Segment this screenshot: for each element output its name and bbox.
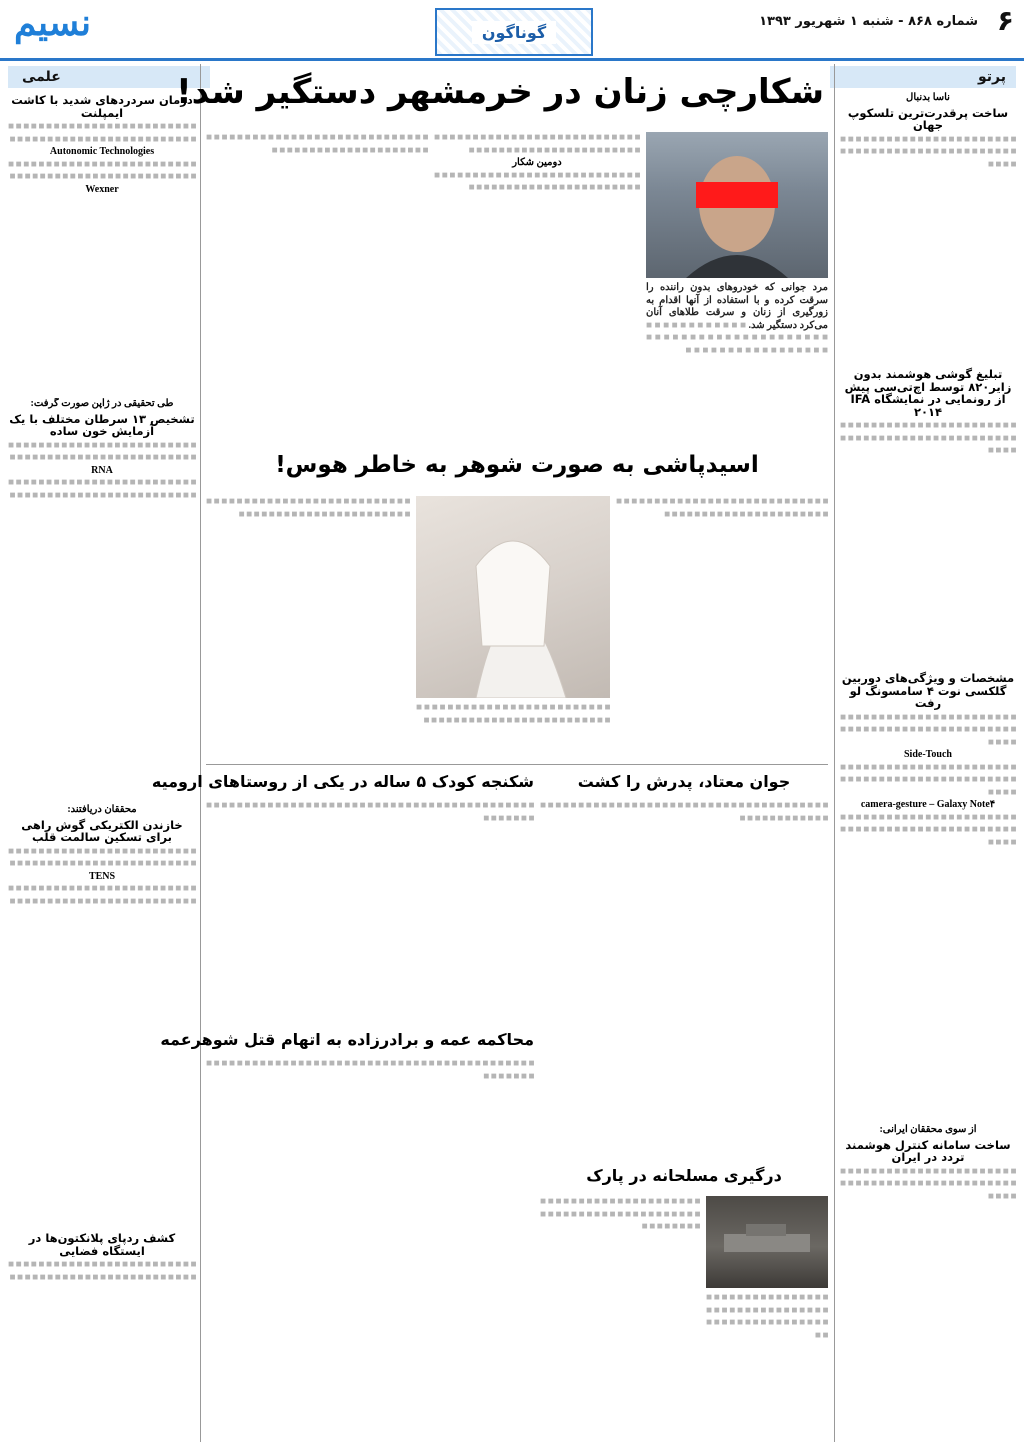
right-col-block3 [840, 670, 1016, 1120]
right-article1-title: ساخت پرقدرت‌ترین تلسکوپ جهان [847, 105, 1009, 132]
right-col-block4 [840, 1124, 1016, 1442]
right-article4-title: ساخت سامانه کنترل هوشمند تردد در ایران [845, 1137, 1011, 1164]
trial-headline: محاکمه عمه و برادرزاده به اتهام قتل شوهرعمه [160, 1030, 534, 1049]
filler-text: ■ ■ ■ ■ ■ ■ ■ ■ ■ ■ ■ ■ ■ ■ ■ ■ ■ ■ ■ ■ ■ ■ ■ ■ ■ ■ ■ ■ ■ ■ ■ ■ ■ ■ ■ ■ ■ ■ ■ ■ ■ ■ ■ ■ ■ ■ ■ ■ ■ ■ [540, 800, 828, 824]
filler-text: ■ ■ ■ ■ ■ ■ ■ ■ ■ ■ ■ ■ ■ ■ ■ ■ ■ ■ ■ ■ ■ ■ ■ ■ ■ ■ ■ ■ ■ ■ ■ ■ ■ ■ ■ ■ ■ ■ ■ ■ ■ ■ ■ ■ ■ ■ ■ ■ ■ ■ [840, 133, 1016, 170]
filler-text: ■ ■ ■ ■ ■ ■ ■ ■ ■ ■ ■ ■ ■ ■ ■ ■ ■ ■ ■ ■ ■ ■ ■ ■ ■ ■ ■ ■ ■ ■ ■ ■ ■ ■ ■ ■ ■ ■ ■ ■ ■ ■ ■ ■ ■ ■ ■ ■ ■ ■ [416, 702, 610, 726]
acid-story-col2 [416, 702, 610, 758]
left-article1-term2: Wexner [85, 183, 119, 195]
filler-text: ■ ■ ■ ■ ■ ■ ■ ■ ■ ■ ■ ■ ■ ■ ■ ■ ■ ■ ■ ■ ■ ■ ■ ■ ■ ■ ■ ■ ■ ■ ■ ■ ■ ■ ■ ■ ■ ■ ■ ■ ■ ■ ■ ■ ■ ■ ■ ■ ■ ■ [8, 845, 196, 869]
suspect-photo-graphic [646, 132, 828, 278]
filler-text: ■ ■ ■ ■ ■ ■ ■ ■ ■ ■ ■ ■ ■ ■ ■ ■ ■ ■ ■ ■ ■ ■ ■ ■ ■ ■ ■ ■ ■ ■ ■ ■ ■ ■ ■ ■ ■ ■ ■ ■ ■ ■ ■ ■ ■ ■ ■ ■ ■ ■ [646, 319, 828, 356]
filler-text: ■ ■ ■ ■ ■ ■ ■ ■ ■ ■ ■ ■ ■ ■ ■ ■ ■ ■ ■ ■ ■ ■ ■ ■ ■ ■ ■ ■ ■ ■ ■ ■ ■ ■ ■ ■ ■ ■ ■ ■ ■ ■ ■ ■ ■ ■ ■ ■ ■ ■ [616, 496, 828, 520]
suspect-photo [646, 132, 828, 278]
main-headline: شکارچی زنان در خرمشهر دستگیر شد! [176, 72, 824, 112]
acid-story-col3 [206, 496, 410, 758]
filler-text: ■ ■ ■ ■ ■ ■ ■ ■ ■ ■ ■ ■ ■ ■ ■ ■ ■ ■ ■ ■ ■ ■ ■ ■ ■ ■ ■ ■ ■ ■ ■ ■ ■ ■ ■ ■ ■ ■ ■ ■ ■ ■ ■ ■ ■ ■ ■ ■ ■ ■ [8, 439, 196, 463]
right-article3-terms: camera-gesture – Galaxy Note۴ [860, 799, 996, 810]
left-col-block3 [8, 804, 196, 1224]
divider-mid [206, 764, 828, 765]
right-col-block1 [840, 92, 1016, 362]
main-intro-text: مرد جوانی که خودروهای بدون راننده را سرقت کرده و با استفاده از آنها اقدام به زورگیری از زنان و سرقت طلاهای آنان می‌کرد دستگیر شد. [646, 282, 828, 331]
left-column-title-text: علمی [22, 69, 61, 85]
left-article1-title: درمان سردردهای شدید با کاشت ایمپلنت [11, 93, 193, 120]
filler-text: ■ ■ ■ ■ ■ ■ ■ ■ ■ ■ ■ ■ ■ ■ ■ ■ ■ ■ ■ ■ ■ ■ ■ ■ ■ ■ ■ ■ ■ ■ ■ ■ ■ ■ ■ ■ ■ ■ ■ ■ ■ ■ ■ ■ ■ ■ ■ ■ ■ ■ [206, 1058, 534, 1082]
acid-headline: اسیدپاشی به صورت شوهر به خاطر هوس! [275, 452, 759, 478]
filler-text: ■ ■ ■ ■ ■ ■ ■ ■ ■ ■ ■ ■ ■ ■ ■ ■ ■ ■ ■ ■ ■ ■ ■ ■ ■ ■ ■ ■ ■ ■ ■ ■ ■ ■ ■ ■ ■ ■ ■ ■ ■ ■ ■ ■ ■ ■ ■ ■ ■ ■ [8, 158, 196, 182]
left-col-block1 [8, 92, 196, 392]
left-article1-term1: Autonomic Technologies [49, 146, 155, 157]
page-number: ۶ [996, 4, 1014, 37]
child-headline: شکنجه کودک ۵ ساله در یکی از روستاهای ارومیه [151, 772, 534, 791]
left-article3-term: TENS [88, 870, 116, 882]
left-article3-title: خازندن الکتریکی گوش راهی برای تسکین سالمت قلب [21, 817, 183, 844]
filler-text: ■ ■ ■ ■ ■ ■ ■ ■ ■ ■ ■ ■ ■ ■ ■ ■ ■ ■ ■ ■ ■ ■ ■ ■ ■ ■ ■ ■ ■ ■ ■ ■ ■ ■ ■ ■ ■ ■ ■ ■ ■ ■ ■ ■ ■ ■ ■ ■ ■ ■ [840, 1165, 1016, 1202]
main-intro [646, 282, 828, 446]
right-article2-title: تبلیغ گوشی هوشمند بدون زایر۸۲۰ توسط اچ‌تی‌سی پیش از رونمایی در نمایشگاه IFA ۲۰۱۴ [844, 367, 1012, 419]
right-col-block2 [840, 366, 1016, 666]
right-article1-kicker: ناسا بدنبال [906, 92, 950, 103]
filler-text: ■ ■ ■ ■ ■ ■ ■ ■ ■ ■ ■ ■ ■ ■ ■ ■ ■ ■ ■ ■ ■ ■ ■ ■ ■ ■ ■ ■ ■ ■ ■ ■ ■ ■ ■ ■ ■ ■ ■ ■ ■ ■ ■ ■ ■ ■ ■ ■ ■ ■ [8, 883, 196, 907]
filler-text: ■ ■ ■ ■ ■ ■ ■ ■ ■ ■ ■ ■ ■ ■ ■ ■ ■ ■ ■ ■ ■ ■ ■ ■ ■ ■ ■ ■ ■ ■ ■ ■ ■ ■ ■ ■ ■ ■ ■ ■ ■ ■ ■ ■ ■ ■ ■ ■ ■ ■ [840, 711, 1016, 748]
right-article4-kicker: از سوی محققان ایرانی: [879, 1124, 977, 1135]
filler-text: ■ ■ ■ ■ ■ ■ ■ ■ ■ ■ ■ ■ ■ ■ ■ ■ ■ ■ ■ ■ ■ ■ ■ ■ ■ ■ ■ ■ ■ ■ ■ ■ ■ ■ ■ ■ ■ ■ ■ ■ ■ ■ ■ ■ ■ ■ ■ ■ ■ ■ [540, 1196, 700, 1232]
left-article2-title: تشخیص ۱۳ سرطان مختلف با یک آزمایش خون ساده [9, 411, 195, 438]
park-story-col1 [706, 1292, 828, 1442]
section-title: گوناگون [472, 21, 556, 44]
acid-photo [416, 496, 610, 698]
left-article2-term: RNA [91, 464, 113, 476]
right-column-title [830, 66, 1016, 88]
filler-text: ■ ■ ■ ■ ■ ■ ■ ■ ■ ■ ■ ■ ■ ■ ■ ■ ■ ■ ■ ■ ■ ■ ■ ■ ■ ■ ■ ■ ■ ■ ■ ■ ■ ■ ■ ■ ■ ■ ■ ■ ■ ■ ■ ■ ■ ■ ■ ■ ■ ■ [8, 121, 196, 145]
masthead [0, 0, 1024, 61]
park-story-col2 [540, 1196, 700, 1442]
filler-text: ■ ■ ■ ■ ■ ■ ■ ■ ■ ■ ■ ■ ■ ■ ■ ■ ■ ■ ■ ■ ■ ■ ■ ■ ■ ■ ■ ■ ■ ■ ■ ■ ■ ■ ■ ■ ■ ■ ■ ■ ■ ■ ■ ■ ■ ■ ■ ■ ■ ■ [706, 1292, 828, 1341]
filler-text: ■ ■ ■ ■ ■ ■ ■ ■ ■ ■ ■ ■ ■ ■ ■ ■ ■ ■ ■ ■ ■ ■ ■ ■ ■ ■ ■ ■ ■ ■ ■ ■ ■ ■ ■ ■ ■ ■ ■ ■ ■ ■ ■ ■ ■ ■ ■ ■ ■ ■ [434, 169, 640, 193]
filler-text: ■ ■ ■ ■ ■ ■ ■ ■ ■ ■ ■ ■ ■ ■ ■ ■ ■ ■ ■ ■ ■ ■ ■ ■ ■ ■ ■ ■ ■ ■ ■ ■ ■ ■ ■ ■ ■ ■ ■ ■ ■ ■ ■ ■ ■ ■ ■ ■ ■ ■ [206, 800, 534, 824]
right-article3-term3: Galaxy Note۴ [936, 799, 996, 810]
filler-text: ■ ■ ■ ■ ■ ■ ■ ■ ■ ■ ■ ■ ■ ■ ■ ■ ■ ■ ■ ■ ■ ■ ■ ■ ■ ■ ■ ■ ■ ■ ■ ■ ■ ■ ■ ■ ■ ■ ■ ■ ■ ■ ■ ■ ■ ■ ■ ■ ■ ■ [434, 132, 640, 156]
filler-text: ■ ■ ■ ■ ■ ■ ■ ■ ■ ■ ■ ■ ■ ■ ■ ■ ■ ■ ■ ■ ■ ■ ■ ■ ■ ■ ■ ■ ■ ■ ■ ■ ■ ■ ■ ■ ■ ■ ■ ■ ■ ■ ■ ■ ■ ■ ■ ■ ■ ■ [8, 477, 196, 501]
filler-text: ■ ■ ■ ■ ■ ■ ■ ■ ■ ■ ■ ■ ■ ■ ■ ■ ■ ■ ■ ■ ■ ■ ■ ■ ■ ■ ■ ■ ■ ■ ■ ■ ■ ■ ■ ■ ■ ■ ■ ■ ■ ■ ■ ■ ■ ■ ■ ■ ■ ■ [840, 420, 1016, 456]
park-photo [706, 1196, 828, 1288]
logo: نسیم [14, 2, 91, 44]
park-headline: درگیری مسلحانه در پارک [586, 1166, 782, 1185]
main-story-col3 [206, 132, 428, 446]
section-banner [435, 8, 593, 56]
filler-text: ■ ■ ■ ■ ■ ■ ■ ■ ■ ■ ■ ■ ■ ■ ■ ■ ■ ■ ■ ■ ■ ■ ■ ■ ■ ■ ■ ■ ■ ■ ■ ■ ■ ■ ■ ■ ■ ■ ■ ■ ■ ■ ■ ■ ■ ■ ■ ■ ■ ■ [840, 811, 1016, 848]
right-article3-term1: Side-Touch [904, 749, 952, 760]
park-photo-graphic [706, 1196, 828, 1288]
left-col-block2 [8, 398, 196, 798]
acid-story-col1 [616, 496, 828, 758]
filler-text: ■ ■ ■ ■ ■ ■ ■ ■ ■ ■ ■ ■ ■ ■ ■ ■ ■ ■ ■ ■ ■ ■ ■ ■ ■ ■ ■ ■ ■ ■ ■ ■ ■ ■ ■ ■ ■ ■ ■ ■ ■ ■ ■ ■ ■ ■ ■ ■ ■ ■ [8, 1259, 196, 1283]
right-article3-title: مشخصات و ویژگی‌های دوربین گلکسی نوت ۴ سامسونگ لو رفت [841, 671, 1015, 710]
right-article3-term2: camera-gesture [860, 799, 927, 810]
issue-line: شماره ۸۶۸ - شنبه ۱ شهریور ۱۳۹۳ [759, 14, 978, 29]
divider-right [834, 64, 835, 1442]
left-article4-title: کشف ردپای پلانکتون‌ها در ایستگاه فضایی [28, 1231, 176, 1258]
left-article3-kicker: محققان دریافتند: [67, 804, 137, 815]
main-story-col2 [434, 132, 640, 446]
trial-story [206, 1058, 534, 1442]
addict-headline: جوان معتاد، پدرش را کشت [577, 772, 791, 791]
divider-left [200, 64, 201, 1442]
addict-story [540, 800, 828, 1160]
left-col-block4 [8, 1230, 196, 1442]
filler-text: ■ ■ ■ ■ ■ ■ ■ ■ ■ ■ ■ ■ ■ ■ ■ ■ ■ ■ ■ ■ ■ ■ ■ ■ ■ ■ ■ ■ ■ ■ ■ ■ ■ ■ ■ ■ ■ ■ ■ ■ ■ ■ ■ ■ ■ ■ ■ ■ ■ ■ [206, 132, 428, 156]
acid-photo-graphic [416, 496, 610, 698]
filler-text: ■ ■ ■ ■ ■ ■ ■ ■ ■ ■ ■ ■ ■ ■ ■ ■ ■ ■ ■ ■ ■ ■ ■ ■ ■ ■ ■ ■ ■ ■ ■ ■ ■ ■ ■ ■ ■ ■ ■ ■ ■ ■ ■ ■ ■ ■ ■ ■ ■ ■ [840, 761, 1016, 798]
child-story [206, 800, 534, 1022]
left-article2-kicker: طی تحقیقی در ژاپن صورت گرفت: [30, 398, 174, 409]
right-column-title-text: پرتو [978, 69, 1006, 85]
filler-text: ■ ■ ■ ■ ■ ■ ■ ■ ■ ■ ■ ■ ■ ■ ■ ■ ■ ■ ■ ■ ■ ■ ■ ■ ■ ■ ■ ■ ■ ■ ■ ■ ■ ■ ■ ■ ■ ■ ■ ■ ■ ■ ■ ■ ■ ■ ■ ■ ■ ■ [206, 496, 410, 520]
sub-section-heading: دومین شکار [512, 157, 562, 168]
